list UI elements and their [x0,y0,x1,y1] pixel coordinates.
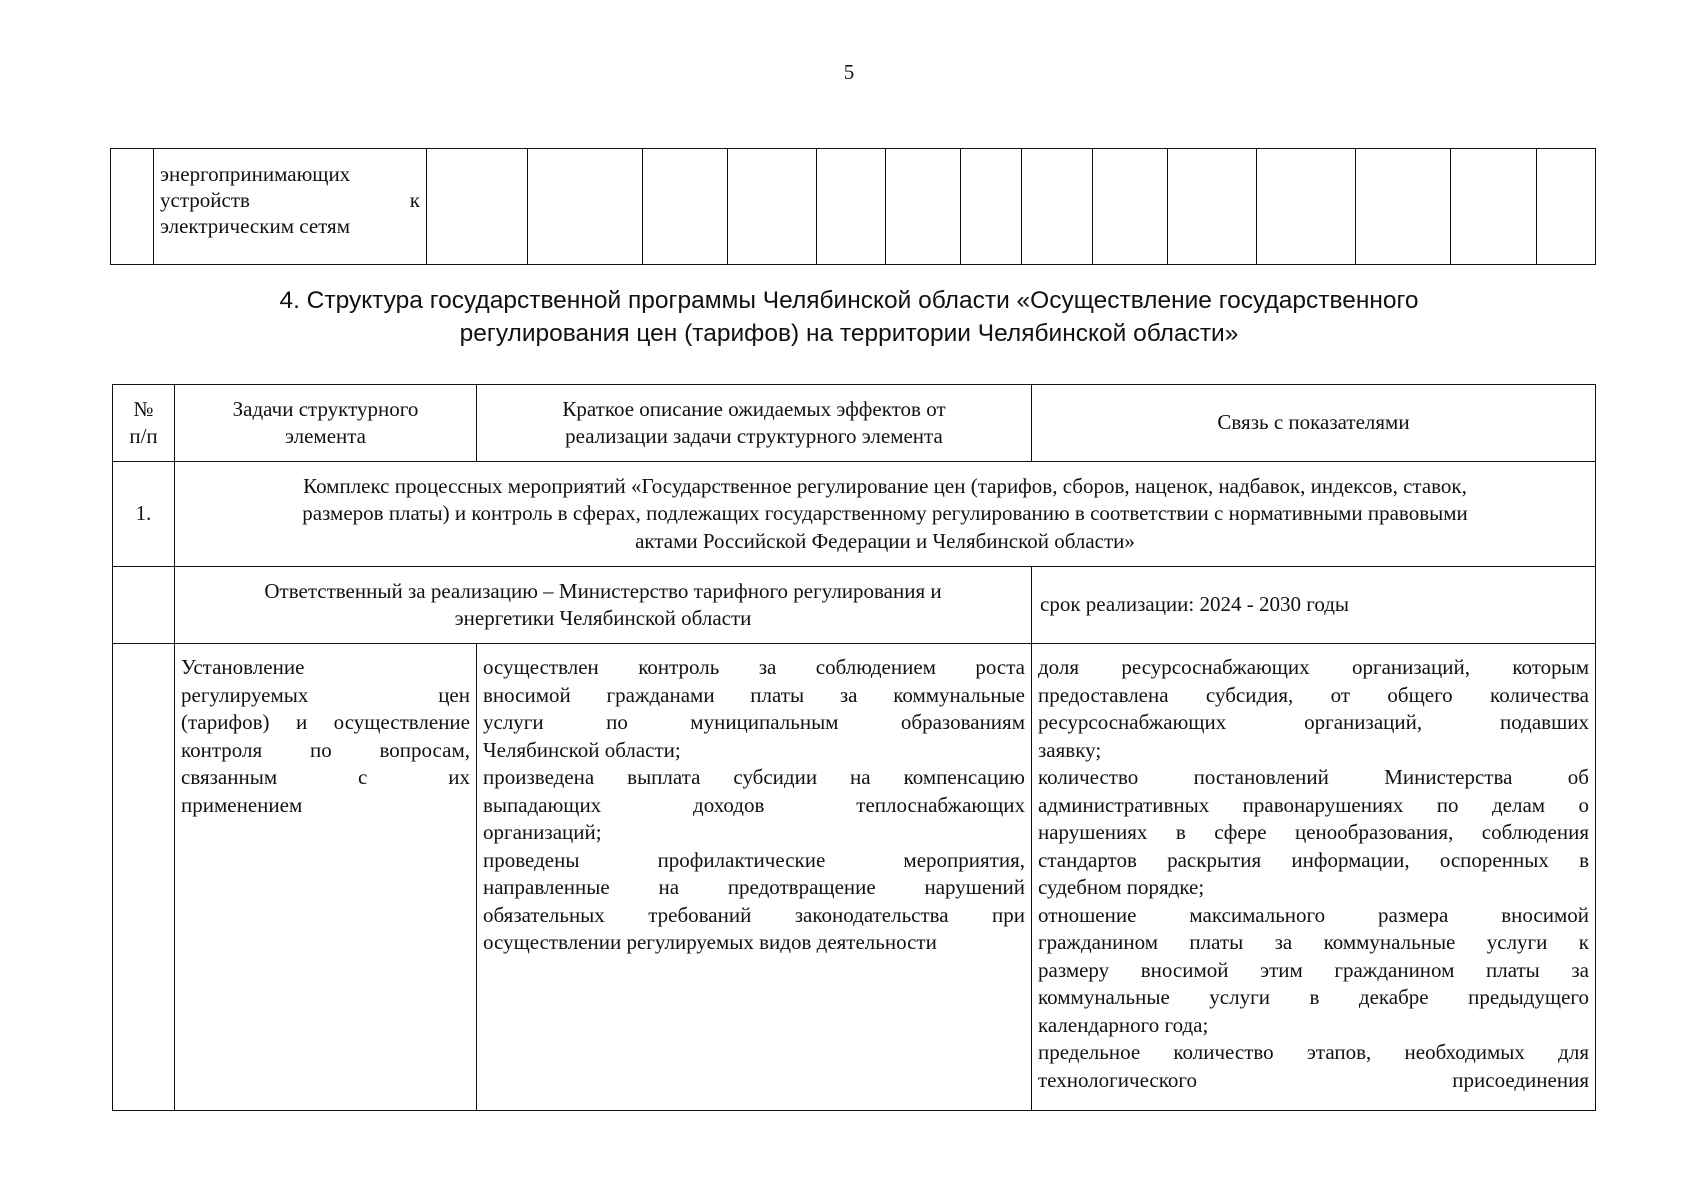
text-line: применением [181,792,303,817]
header-number [113,385,175,462]
text-line: коммунальные услуги в декабре предыдущего [1038,985,1589,1009]
page-number: 5 [843,60,855,84]
header-tasks [175,385,477,462]
effects-cell [477,644,1032,1111]
table-cell [728,149,817,265]
text-line: электрическим сетям [160,214,350,238]
section-heading [0,284,1698,350]
text-line: проведены профилактические мероприятия, [483,847,1025,872]
text-line: стандартов раскрытия информации, оспоренных в [1038,847,1589,872]
heading-line: регулирования цен (тарифов) на территории Челябинской области» [459,320,1239,347]
text-line: обязательных требований законодательства при [483,902,1025,927]
text-line: выпадающих доходов теплоснабжающих [483,792,1025,817]
header-text: Связь с показателями [1217,410,1410,435]
responsible-row [113,567,1596,644]
complex-row [113,462,1596,567]
text-line: осуществлен контроль за соблюдением роста [483,655,1025,679]
table-cell [886,149,961,265]
text-line: ресурсоснабжающих организаций, подавших [1038,710,1589,734]
table-cell [961,149,1022,265]
responsible-line: Ответственный за реализацию – Министерство тарифного регулирования и [264,578,942,603]
text-line: направленные на предотвращение нарушений [483,875,1025,899]
table-cell [643,149,728,265]
text-line: организаций; [483,820,602,844]
text-line: услуги по муниципальным образованиям [483,710,1025,734]
task-cell [175,644,477,1111]
indicators-cell [1032,644,1596,1111]
continuation-text-cell [154,149,427,265]
text-line: доля ресурсоснабжающих организаций, которым [1038,655,1589,679]
text-line: размеру вносимой этим гражданином платы за [1038,957,1589,982]
text-line: предельное количество этапов, необходимых для [1038,1040,1589,1064]
table-cell [528,149,643,265]
text-line: Установление [181,655,305,679]
text-line: связанным с их [181,765,470,789]
structure-table [112,384,1596,1111]
table-cell [1451,149,1537,265]
table-cell [113,567,175,644]
text-line: (тарифов) и осуществление [181,710,470,734]
text-line: энергопринимающих [160,162,351,186]
complex-number: 1. [113,462,175,567]
text-line: календарного года; [1038,1012,1209,1037]
table-cell [427,149,528,265]
table-cell [1022,149,1093,265]
text-line: контроля по вопросам, [181,737,470,762]
heading-line: 4. Структура государственной программы Челябинской области «Осуществление государственного [279,287,1419,314]
text-line: отношение максимального размера вносимой [1038,902,1589,927]
text-line: Челябинской области; [483,737,681,762]
responsible-cell [175,567,1032,644]
header-indicators [1032,385,1596,462]
table-cell [1093,149,1168,265]
text-line: осуществлении регулируемых видов деятельности [483,930,937,954]
text-line: вносимой гражданами платы за коммунальные [483,682,1025,707]
table-cell [1537,149,1596,265]
text-line: нарушениях в сфере ценообразования, соблюдения [1038,820,1589,844]
continuation-table [110,148,1596,265]
responsible-line: энергетики Челябинской области [454,606,752,630]
header-row [113,385,1596,462]
table-row [113,644,1596,1111]
text-line: административных правонарушениях по делам о [1038,792,1589,817]
text-line: количество постановлений Министерства об [1038,765,1589,789]
table-cell [1356,149,1451,265]
complex-title [175,462,1596,567]
table-cell [1168,149,1257,265]
complex-title-line: Комплекс процессных мероприятий «Государственное регулирование цен (тарифов, сборов, наценок, надбавок, индексов, ставок, [303,473,1467,498]
header-effects [477,385,1032,462]
complex-title-line: актами Российской Федерации и Челябинской области» [635,528,1135,553]
table-cell [111,149,154,265]
table-row [111,149,1596,265]
text-line: заявку; [1038,737,1102,762]
header-text: Задачи структурного [232,396,419,421]
header-text: реализации задачи структурного элемента [565,424,943,448]
table-cell [1257,149,1356,265]
header-text: элемента [284,424,367,448]
text-line: произведена выплата субсидии на компенсацию [483,765,1025,789]
header-text: п/п [129,424,158,448]
text-line: предоставлена субсидия, от общего количества [1038,682,1589,707]
header-text: Краткое описание ожидаемых эффектов от [562,396,946,421]
text-line: гражданином платы за коммунальные услуги к [1038,930,1589,954]
text-line: устройств к [160,188,420,212]
text-line: судебном порядке; [1038,875,1205,899]
text-line: технологического присоединения [1038,1067,1589,1092]
text-line: регулируемых цен [181,682,470,707]
table-cell [817,149,886,265]
table-cell [113,644,175,1111]
deadline-cell: срок реализации: 2024 - 2030 годы [1032,567,1596,644]
header-text: № [133,396,154,421]
complex-title-line: размеров платы) и контроль в сферах, подлежащих государственному регулированию в соответствии с нормативными правовыми [302,501,1468,526]
